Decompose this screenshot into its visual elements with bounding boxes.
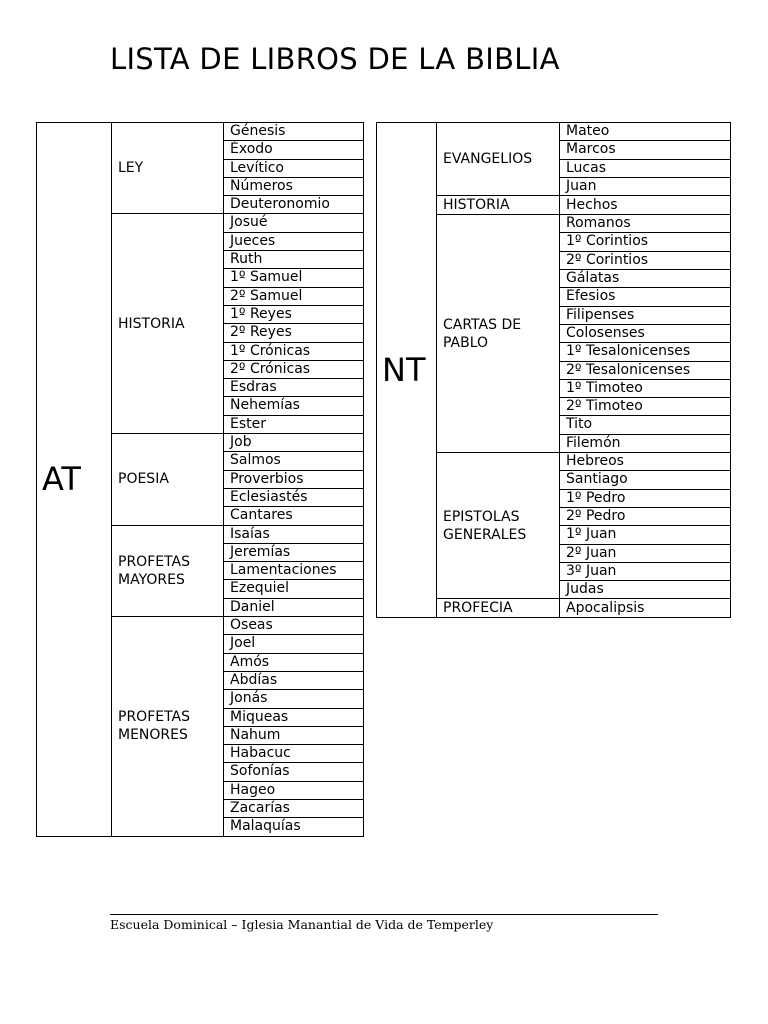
book-name: 1º Samuel	[224, 269, 364, 287]
book-name: 2º Crónicas	[224, 360, 364, 378]
book-name: Lucas	[560, 159, 731, 177]
book-name: 2º Samuel	[224, 287, 364, 305]
book-name: Cantares	[224, 507, 364, 525]
footer-divider	[110, 914, 658, 915]
book-name: Amós	[224, 653, 364, 671]
book-name: Efesios	[560, 288, 731, 306]
book-name: Juan	[560, 177, 731, 195]
book-row	[37, 123, 364, 141]
book-name: Marcos	[560, 141, 731, 159]
book-name: Eclesiastés	[224, 488, 364, 506]
category-label: PROFETAS MENORES	[112, 617, 224, 837]
book-name: 2º Pedro	[560, 507, 731, 525]
book-name: Oseas	[224, 617, 364, 635]
book-name: Malaquías	[224, 818, 364, 836]
book-name: Colosenses	[560, 324, 731, 342]
book-name: Ruth	[224, 251, 364, 269]
book-name: 1º Crónicas	[224, 342, 364, 360]
book-name: 2º Juan	[560, 544, 731, 562]
new-testament-table	[376, 122, 731, 618]
category-label: HISTORIA	[112, 214, 224, 434]
book-name: Santiago	[560, 471, 731, 489]
footer-text: Escuela Dominical – Iglesia Manantial de Vida de Temperley	[110, 917, 494, 932]
book-name: Job	[224, 434, 364, 452]
book-name: Nehemías	[224, 397, 364, 415]
category-label: HISTORIA	[437, 196, 560, 215]
category-label: POESIA	[112, 434, 224, 525]
book-name: Levítico	[224, 159, 364, 177]
category-label: EVANGELIOS	[437, 123, 560, 196]
category-label: CARTAS DE PABLO	[437, 215, 560, 453]
book-name: 1º Timoteo	[560, 379, 731, 397]
nt-testament-label: NT	[377, 123, 437, 618]
book-name: 1º Tesalonicenses	[560, 343, 731, 361]
book-name: Lamentaciones	[224, 562, 364, 580]
category-label: PROFETAS MAYORES	[112, 525, 224, 616]
book-name: Filemón	[560, 434, 731, 452]
book-name: Números	[224, 177, 364, 195]
at-testament-label: AT	[37, 123, 112, 837]
book-name: Sofonías	[224, 763, 364, 781]
book-name: Daniel	[224, 598, 364, 616]
book-name: Tito	[560, 416, 731, 434]
book-name: Jonás	[224, 690, 364, 708]
category-label: PROFECIA	[437, 599, 560, 618]
book-name: 3º Juan	[560, 562, 731, 580]
book-name: 2º Timoteo	[560, 398, 731, 416]
book-name: Judas	[560, 581, 731, 599]
book-name: Romanos	[560, 215, 731, 233]
book-name: 2º Corintios	[560, 251, 731, 269]
book-name: Deuteronomio	[224, 196, 364, 214]
book-name: Esdras	[224, 379, 364, 397]
book-name: Habacuc	[224, 745, 364, 763]
page-title: LISTA DE LIBROS DE LA BIBLIA	[110, 42, 560, 76]
book-name: Éxodo	[224, 141, 364, 159]
book-name: 1º Juan	[560, 526, 731, 544]
book-name: 1º Reyes	[224, 305, 364, 323]
book-name: Jueces	[224, 232, 364, 250]
book-name: Génesis	[224, 123, 364, 141]
book-name: 2º Reyes	[224, 324, 364, 342]
book-name: 2º Tesalonicenses	[560, 361, 731, 379]
book-row	[377, 123, 731, 141]
book-name: Josué	[224, 214, 364, 232]
book-name: Filipenses	[560, 306, 731, 324]
book-name: Hebreos	[560, 453, 731, 471]
book-name: Jeremías	[224, 543, 364, 561]
book-name: Ezequiel	[224, 580, 364, 598]
book-name: 1º Corintios	[560, 233, 731, 251]
book-name: Salmos	[224, 452, 364, 470]
book-name: 1º Pedro	[560, 489, 731, 507]
book-name: Nahum	[224, 726, 364, 744]
category-label: LEY	[112, 123, 224, 214]
book-name: Ester	[224, 415, 364, 433]
book-name: Zacarías	[224, 799, 364, 817]
book-name: Joel	[224, 635, 364, 653]
book-name: Apocalipsis	[560, 599, 731, 618]
book-name: Abdías	[224, 671, 364, 689]
book-name: Proverbios	[224, 470, 364, 488]
book-name: Hageo	[224, 781, 364, 799]
book-name: Hechos	[560, 196, 731, 215]
category-label: EPISTOLAS GENERALES	[437, 453, 560, 599]
book-name: Mateo	[560, 123, 731, 141]
book-name: Gálatas	[560, 270, 731, 288]
old-testament-table	[36, 122, 364, 837]
book-name: Isaías	[224, 525, 364, 543]
book-name: Miqueas	[224, 708, 364, 726]
